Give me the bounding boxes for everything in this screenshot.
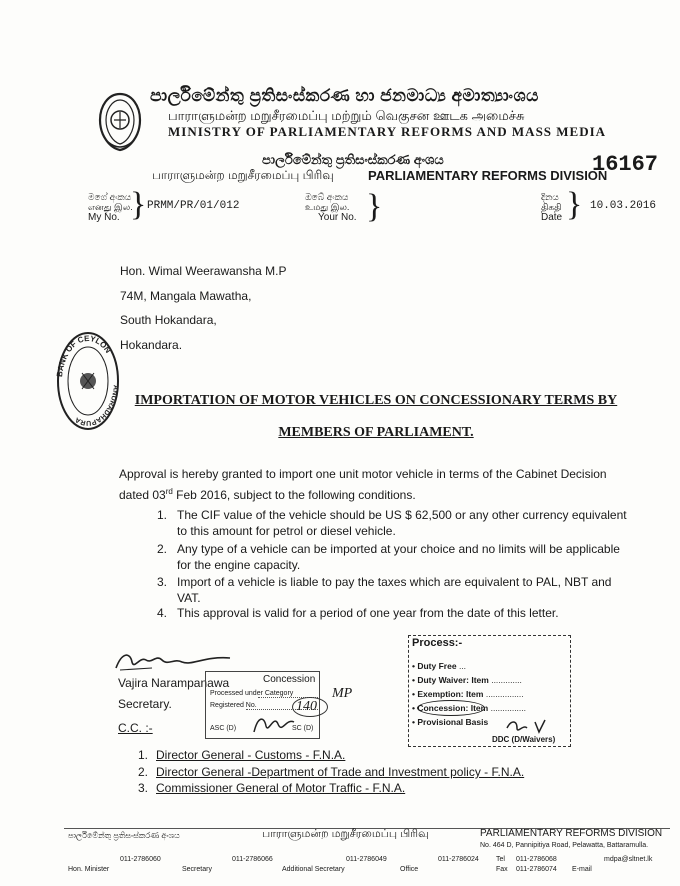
approval-text-sup: rd bbox=[165, 487, 173, 496]
your-no-label: Your No. bbox=[318, 212, 357, 223]
date-label-tamil: திகதி bbox=[541, 202, 562, 212]
subject-line-1: IMPORTATION OF MOTOR VEHICLES ON CONCESSIONARY TERMS BY bbox=[134, 393, 618, 408]
cc-label: C.C. :- bbox=[118, 721, 153, 735]
approval-text-end: Feb 2016, subject to the following conditions. bbox=[172, 488, 416, 502]
process-item: • Exemption: Item ................ bbox=[412, 689, 524, 699]
footer-tel-label: Tel bbox=[496, 856, 505, 863]
condition-number: 1. bbox=[157, 508, 168, 522]
division-title-sinhala: පාර්ලිමේන්තු ප්‍රතිසංස්කරණ අංශය bbox=[262, 152, 444, 167]
footer-secretary-label: Secretary bbox=[182, 866, 212, 873]
svg-text:BANK OF CEYLON bbox=[55, 334, 113, 378]
footer-fax-label: Fax bbox=[496, 866, 508, 873]
concession-row-registered: Registered No. bbox=[210, 702, 257, 709]
handwritten-mp: MP bbox=[332, 686, 353, 701]
ministry-title-english: MINISTRY OF PARLIAMENTARY REFORMS AND MASS MEDIA bbox=[168, 124, 607, 139]
process-item: • Duty Free ... bbox=[412, 661, 467, 671]
svg-text:ANURADHAPURA bbox=[74, 385, 119, 426]
your-no-label-sinhala: ඔබේ අංකය bbox=[305, 192, 349, 202]
handwritten-initials bbox=[250, 712, 300, 738]
stamp-text-top: BANK OF CEYLON bbox=[55, 333, 113, 378]
footer-addl-secretary-label: Additional Secretary bbox=[282, 866, 345, 873]
addressee-town: Hokandara. bbox=[120, 338, 183, 352]
footer-secretary-tel: 011-2786066 bbox=[232, 856, 273, 863]
signatory-title: Secretary. bbox=[118, 697, 172, 711]
footer-office-label: Office bbox=[400, 866, 419, 873]
footer-minister-tel: 011-2786060 bbox=[120, 856, 161, 863]
condition-number: 3. bbox=[157, 575, 168, 589]
handwritten-registered-no: 140 bbox=[296, 699, 317, 714]
date-label-sinhala: දිනය bbox=[541, 192, 559, 202]
cc-recipient: Commissioner General of Motor Traffic - F.N.A. bbox=[156, 781, 406, 795]
process-item: • Provisional Basis bbox=[412, 717, 489, 727]
your-no-label-tamil: உமது இல. bbox=[305, 202, 350, 212]
process-item: • Concession: Item ............... bbox=[412, 703, 527, 713]
condition-text: The CIF value of the vehicle should be US $ 62,500 or any other currency equivalent to this amount for petrol or diesel vehicle. bbox=[177, 508, 627, 538]
footer-office-tel: 011-2786024 bbox=[438, 856, 479, 863]
concession-circle bbox=[417, 700, 485, 716]
addressee-name: Hon. Wimal Weerawansha M.P bbox=[120, 264, 287, 278]
footer-email-label: E-mail bbox=[572, 866, 592, 873]
footer-left-name: පාර්ලිමේන්තු ප්‍රතිසංස්කරණ අංශය bbox=[68, 831, 180, 840]
footer-tel: 011-2786068 bbox=[516, 856, 557, 863]
process-box-footer: DDC (D/Waivers) bbox=[492, 735, 556, 744]
addressee-area: South Hokandara, bbox=[120, 313, 217, 327]
cc-number: 1. bbox=[138, 748, 149, 762]
ministry-title-sinhala: පාර්ලිමේන්තු ප්‍රතිසංස්කරණ හා ජනමාධ්‍ය අමාත්‍යාංශය bbox=[150, 86, 539, 105]
process-item: • Duty Waiver: Item ............. bbox=[412, 675, 522, 685]
ministry-emblem-icon bbox=[98, 92, 142, 152]
stamp-text-bottom: ANURADHAPURA bbox=[74, 384, 119, 427]
cc-number: 2. bbox=[138, 765, 149, 779]
footer-addl-secretary-tel: 011-2786049 bbox=[346, 856, 387, 863]
document-number: 16167 bbox=[592, 152, 659, 177]
condition-number: 4. bbox=[157, 606, 168, 620]
my-no-label-sinhala: මගේ අංකය bbox=[88, 192, 132, 202]
condition-text: Import of a vehicle is liable to pay the taxes which are equivalent to PAL, NBT and VAT. bbox=[177, 575, 612, 605]
approval-paragraph bbox=[119, 466, 639, 504]
condition-text: This approval is valid for a period of one year from the date of this letter. bbox=[177, 606, 559, 620]
cc-number: 3. bbox=[138, 781, 149, 795]
footer-minister-label: Hon. Minister bbox=[68, 866, 110, 873]
approval-text-start: Approval is hereby granted to import one unit motor vehicle in terms of the Cabinet Decision dated 03 bbox=[119, 467, 607, 502]
cc-recipient: Director General - Customs - F.N.A. bbox=[156, 748, 346, 762]
date-value: 10.03.2016 bbox=[590, 200, 657, 212]
handwritten-tick bbox=[505, 718, 551, 736]
footer-fax: 011-2786074 bbox=[516, 866, 557, 873]
concession-row-category: Processed under Category bbox=[210, 690, 294, 697]
condition-number: 2. bbox=[157, 542, 168, 556]
condition-text: Any type of a vehicle can be imported at your choice and no limits will be applicable for the engine capacity. bbox=[177, 542, 620, 572]
date-label: Date bbox=[541, 212, 563, 223]
my-no-value: PRMM/PR/01/012 bbox=[147, 200, 240, 212]
my-no-label-tamil: எனது இல. bbox=[88, 202, 133, 212]
concession-row-sc: SC (D) bbox=[292, 725, 314, 732]
division-title-english: PARLIAMENTARY REFORMS DIVISION bbox=[368, 168, 608, 183]
concession-row-asc: ASC (D) bbox=[210, 725, 237, 732]
your-no-brace: } bbox=[366, 188, 383, 225]
addressee-street: 74M, Mangala Mawatha, bbox=[120, 289, 252, 303]
my-no-brace: } bbox=[130, 186, 147, 223]
cc-list bbox=[138, 748, 558, 796]
footer-center-name: பாராளுமன்ற மறுசீரமைப்பு பிரிவு bbox=[262, 828, 429, 840]
subject-heading bbox=[116, 386, 636, 448]
conditions-list bbox=[157, 507, 629, 619]
ministry-title-tamil: பாராளுமன்ற மறுசீரமைப்பு மற்றும் வெகுசன ஊடக அமைச்சு bbox=[168, 108, 525, 123]
division-title-tamil: பாராளுமன்ற மறுசீரமைப்பு பிரிவு bbox=[152, 168, 334, 182]
footer-email: mdpa@sltnet.lk bbox=[604, 856, 653, 863]
footer-address: No. 464 D, Pannipitiya Road, Pelawatta, Battaramulla. bbox=[480, 842, 649, 849]
concession-stamp-title: Concession bbox=[263, 674, 316, 685]
signatory-name: Vajira Narampanawa bbox=[118, 676, 230, 690]
subject-line-2: MEMBERS OF PARLIAMENT. bbox=[278, 425, 474, 440]
my-no-label: My No. bbox=[88, 212, 120, 223]
footer-right-name: PARLIAMENTARY REFORMS DIVISION bbox=[480, 828, 663, 839]
process-box-title: Process:- bbox=[412, 637, 463, 649]
bank-stamp bbox=[52, 327, 122, 435]
cc-recipient: Director General -Department of Trade and Investment policy - F.N.A. bbox=[156, 765, 525, 779]
date-brace: } bbox=[566, 186, 583, 223]
